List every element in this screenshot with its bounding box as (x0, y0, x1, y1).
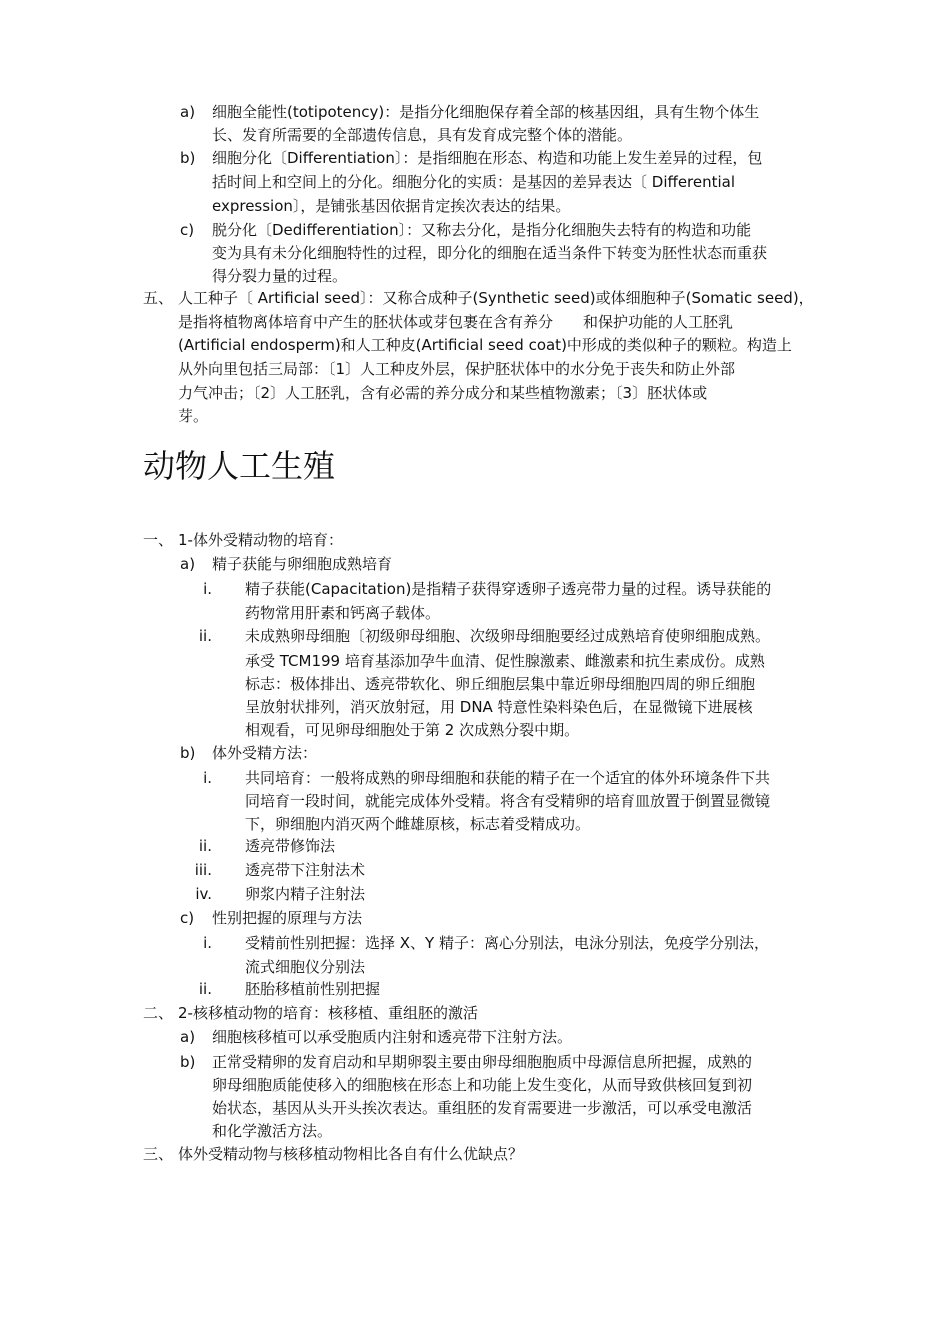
sublist-marker: iv. (195, 885, 212, 903)
paragraph-line: 始状态，基因从头开头挨次表达。重组胚的发育需要进一步激活，可以承受电激活 (212, 1099, 753, 1117)
item-title: 体外受精方法： (212, 744, 318, 762)
paragraph-line: 正常受精卵的发育启动和早期卵裂主要由卵母细胞胞质中母源信息所把握，成熟的 (212, 1053, 753, 1071)
paragraph-line: 透亮带下注射法术 (245, 861, 366, 879)
paragraph-line: 细胞分化〔Differentiation〕：是指细胞在形态、构造和功能上发生差异的过程，包 (212, 149, 763, 167)
list-marker: a) (180, 555, 196, 573)
paragraph-line: 变为具有未分化细胞特性的过程，即分化的细胞在适当条件下转变为胚性状态而重获 (212, 244, 768, 262)
list-marker: c) (180, 909, 195, 927)
paragraph-line: 从外向里包括三局部：〔1〕人工种皮外层，保护胚状体中的水分免于丧失和防止外部 (178, 360, 736, 378)
section-title: 2-核移植动物的培育：核移植、重组胚的激活 (178, 1004, 478, 1022)
paragraph-line: 细胞全能性(totipotency)：是指分化细胞保存着全部的核基因组，具有生物个体生 (212, 103, 760, 121)
section-title: 1-体外受精动物的培育： (178, 531, 343, 549)
paragraph-line: 流式细胞仪分别法 (245, 958, 366, 976)
paragraph-line: 人工种子〔 Artificial seed〕：又称合成种子(Synthetic seed)或体细胞种子(Somatic seed)， (178, 289, 814, 307)
paragraph-line: 相观看，可见卵母细胞处于第 2 次成熟分裂中期。 (245, 721, 580, 739)
paragraph-line: 细胞核移植可以承受胞质内注射和透亮带下注射方法。 (212, 1028, 573, 1046)
paragraph-line: 芽。 (178, 407, 209, 425)
list-marker: b) (180, 149, 196, 167)
paragraph-line: 卵母细胞质能使移入的细胞核在形态上和功能上发生变化，从而导致供核回复到初 (212, 1076, 753, 1094)
list-marker: b) (180, 1053, 196, 1071)
paragraph-line: (Artificial endosperm)和人工种皮(Artificial seed coat)中形成的类似种子的颗粒。构造上 (178, 336, 792, 354)
item-title: 精子获能与卵细胞成熟培育 (212, 555, 393, 573)
paragraph-line: expression〕，是铺张基因依据肯定挨次表达的结果。 (212, 197, 571, 215)
paragraph-line: 药物常用肝素和钙离子载体。 (245, 604, 441, 622)
paragraph-line: 下，卵细胞内消灭两个雌雄原核，标志着受精成功。 (245, 815, 591, 833)
paragraph-line: 未成熟卵母细胞〔初级卵母细胞、次级卵母细胞要经过成熟培育使卵细胞成熟。 (245, 627, 771, 645)
sublist-marker: i. (203, 934, 212, 952)
sublist-marker: ii. (198, 627, 212, 645)
paragraph-line: 长、发育所需要的全部遗传信息，具有发育成完整个体的潜能。 (212, 126, 633, 144)
sublist-marker: i. (203, 580, 212, 598)
paragraph-line: 和化学激活方法。 (212, 1122, 333, 1140)
page-heading: 动物人工生殖 (143, 447, 336, 485)
paragraph-line: 呈放射状排列，消灭放射冠，用 DNA 特意性染料染色后，在显微镜下进展核 (245, 698, 753, 716)
list-marker: a) (180, 1028, 196, 1046)
paragraph-line: 标志：极体排出、透亮带软化、卵丘细胞层集中靠近卵母细胞四周的卵丘细胞 (245, 675, 756, 693)
paragraph-line: 共同培育：一般将成熟的卵母细胞和获能的精子在一个适宜的体外环境条件下共 (245, 769, 771, 787)
item-title: 性别把握的原理与方法 (212, 909, 363, 927)
paragraph-line: 受精前性别把握：选择 X、Y 精子：离心分别法，电泳分别法，免疫学分别法， (245, 934, 769, 952)
paragraph-line: 是指将植物离体培育中产生的胚状体或芽包裹在含有养分 和保护功能的人工胚乳 (178, 313, 734, 331)
paragraph-line: 力气冲击；〔2〕人工胚乳，含有必需的养分成分和某些植物激素；〔3〕胚状体或 (178, 384, 708, 402)
section-marker: 一、 (143, 531, 174, 549)
list-marker: c) (180, 221, 195, 239)
section-marker: 二、 (143, 1004, 174, 1022)
section-marker: 三、 (143, 1145, 174, 1163)
paragraph-line: 承受 TCM199 培育基添加孕牛血清、促性腺激素、雌激素和抗生素成份。成熟 (245, 652, 765, 670)
sublist-marker: i. (203, 769, 212, 787)
paragraph-line: 卵浆内精子注射法 (245, 885, 366, 903)
sublist-marker: ii. (198, 980, 212, 998)
list-marker: b) (180, 744, 196, 762)
list-marker: a) (180, 103, 196, 121)
section-marker: 五、 (143, 289, 174, 307)
paragraph-line: 括时间上和空间上的分化。细胞分化的实质：是基因的差异表达〔 Differential (212, 173, 736, 191)
sublist-marker: iii. (194, 861, 212, 879)
paragraph-line: 胚胎移植前性别把握 (245, 980, 381, 998)
paragraph-line: 透亮带修饰法 (245, 837, 336, 855)
paragraph-line: 精子获能(Capacitation)是指精子获得穿透卵子透亮带力量的过程。诱导获能的 (245, 580, 772, 598)
section-title: 体外受精动物与核移植动物相比各自有什么优缺点？ (178, 1145, 524, 1163)
paragraph-line: 脱分化〔Dedifferentiation〕：又称去分化，是指分化细胞失去特有的构造和功能 (212, 221, 752, 239)
paragraph-line: 得分裂力量的过程。 (212, 267, 348, 285)
sublist-marker: ii. (198, 837, 212, 855)
paragraph-line: 同培育一段时间，就能完成体外受精。将含有受精卵的培育皿放置于倒置显微镜 (245, 792, 771, 810)
